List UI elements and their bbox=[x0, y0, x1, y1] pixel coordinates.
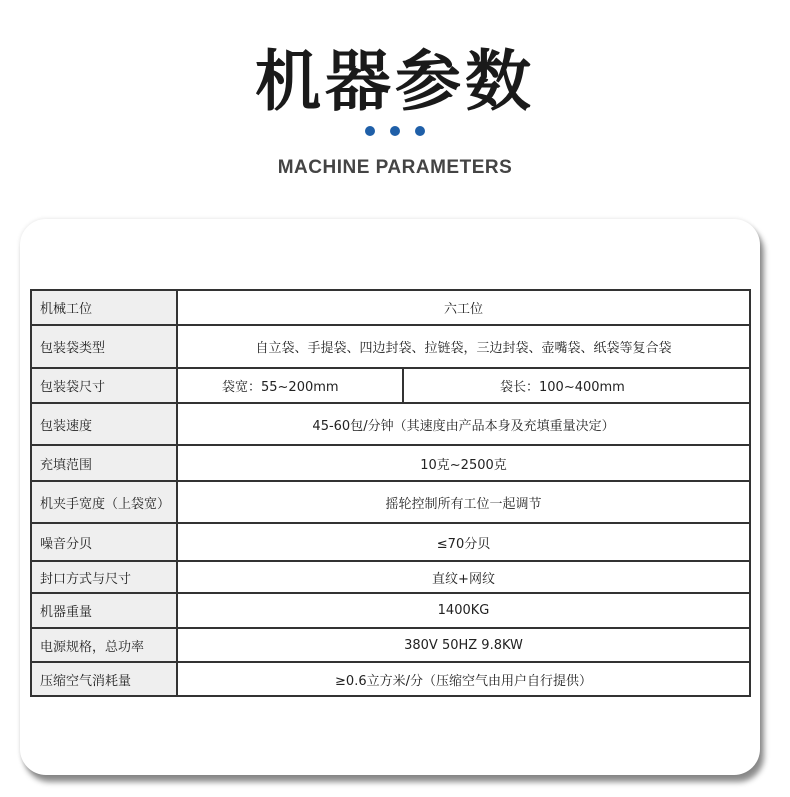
param-label: 机械工位 bbox=[31, 290, 177, 325]
table-row bbox=[31, 481, 750, 523]
param-label: 压缩空气消耗量 bbox=[31, 662, 177, 696]
table-row bbox=[31, 593, 750, 628]
param-value: 六工位 bbox=[177, 290, 750, 325]
param-label: 封口方式与尺寸 bbox=[31, 561, 177, 593]
table-row bbox=[31, 403, 750, 445]
param-value-width: 袋宽：55~200mm bbox=[177, 368, 403, 403]
table-row bbox=[31, 628, 750, 662]
param-value-length: 袋长：100~400mm bbox=[403, 368, 750, 403]
page-title: 机器参数 bbox=[255, 43, 535, 120]
decorative-dots bbox=[0, 126, 790, 136]
param-value: 10克~2500克 bbox=[177, 445, 750, 481]
param-value: ≤70分贝 bbox=[177, 523, 750, 561]
param-label: 包装速度 bbox=[31, 403, 177, 445]
param-label: 机夹手宽度（上袋宽） bbox=[31, 481, 177, 523]
parameters-table bbox=[30, 289, 751, 697]
table-row bbox=[31, 325, 750, 368]
table-row bbox=[31, 290, 750, 325]
table-row bbox=[31, 445, 750, 481]
param-label: 包装袋类型 bbox=[31, 325, 177, 368]
param-label: 充填范围 bbox=[31, 445, 177, 481]
param-value: 1400KG bbox=[177, 593, 750, 628]
table-row bbox=[31, 662, 750, 696]
param-label: 机器重量 bbox=[31, 593, 177, 628]
table-row bbox=[31, 523, 750, 561]
param-value: ≥0.6立方米/分（压缩空气由用户自行提供） bbox=[177, 662, 750, 696]
param-value: 自立袋、手提袋、四边封袋、拉链袋，三边封袋、壶嘴袋、纸袋等复合袋 bbox=[177, 325, 750, 368]
param-value: 380V 50HZ 9.8KW bbox=[177, 628, 750, 662]
table-row bbox=[31, 368, 750, 403]
param-value: 45-60包/分钟（其速度由产品本身及充填重量决定） bbox=[177, 403, 750, 445]
dot-icon bbox=[415, 126, 425, 136]
param-label: 电源规格，总功率 bbox=[31, 628, 177, 662]
page-subtitle: MACHINE PARAMETERS bbox=[277, 157, 513, 178]
param-label: 噪音分贝 bbox=[31, 523, 177, 561]
dot-icon bbox=[365, 126, 375, 136]
param-label: 包装袋尺寸 bbox=[31, 368, 177, 403]
table-row bbox=[31, 561, 750, 593]
param-value: 摇轮控制所有工位一起调节 bbox=[177, 481, 750, 523]
dot-icon bbox=[390, 126, 400, 136]
param-value: 直纹+网纹 bbox=[177, 561, 750, 593]
